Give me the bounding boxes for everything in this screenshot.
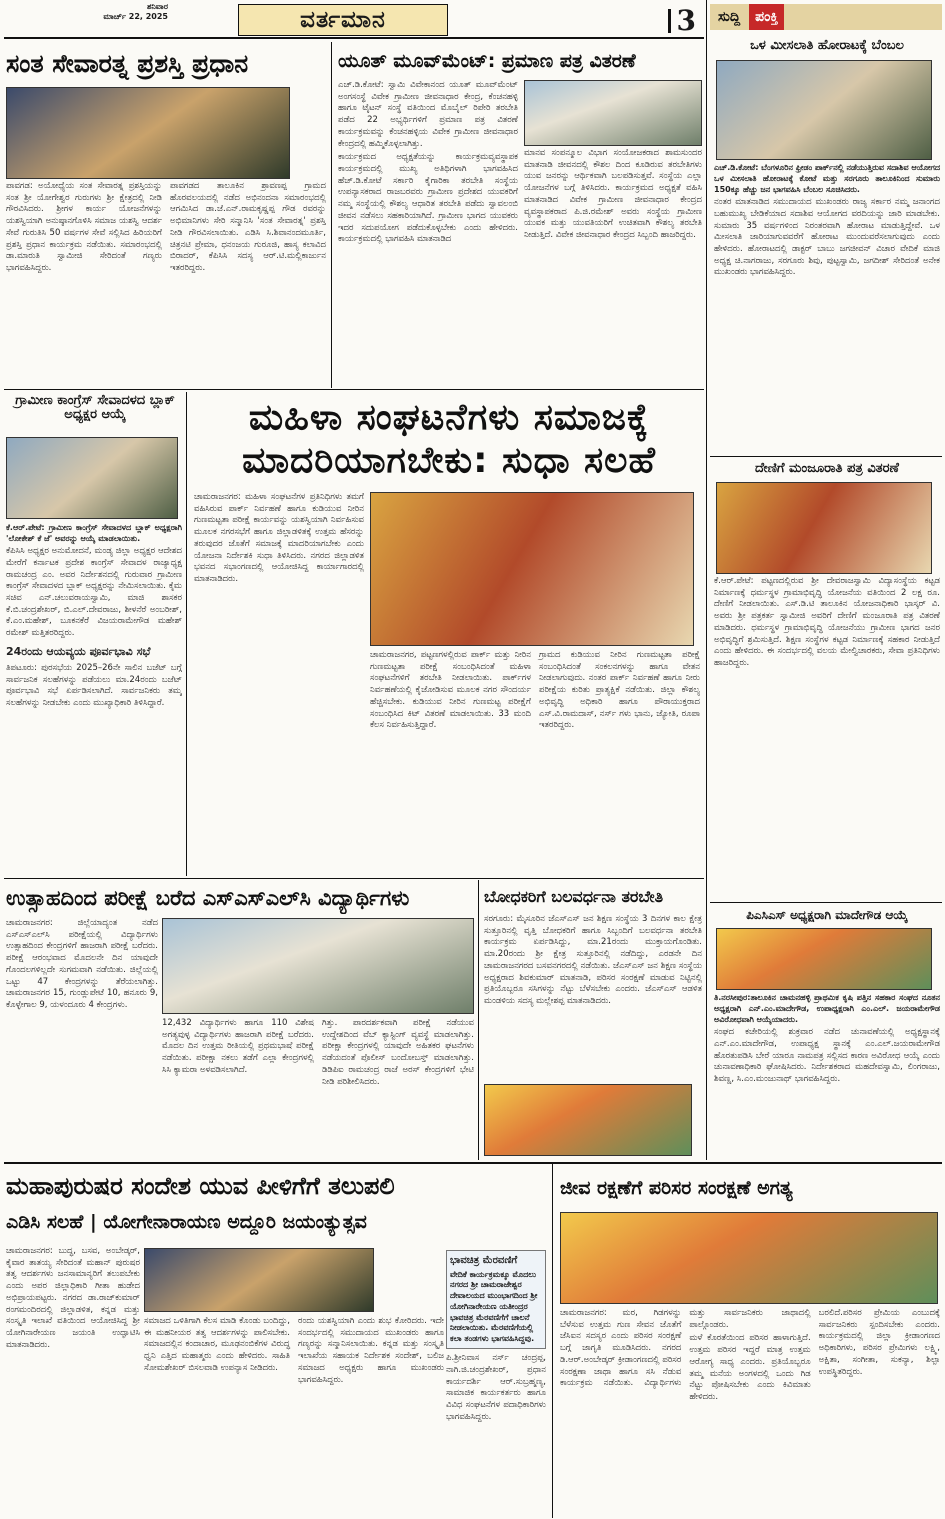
a1-col2: ಪಾವಗಡದ ತಾಲೂಕಿನ ಶ್ರಾವಣಪ್ಪ ಗ್ರಾಮದ ಹೊರವಲಯದಲ್ಲಿ ನಡೆದ ಅಭಿನಂದನಾ ಸಮಾರಂಭದಲ್ಲಿ ಆಗಮಿಸಿದ ಡಾ.ಜೆ.ಎನ್.ರಾಮಕೃಷ್ಣಪ್ಪ ಗೌಡ ರವರನ್ನು ಅಭಿಮಾನಿಗಳು ಸೇರಿ ಸನ್ಮಾನಿಸಿ 'ಸಂತ ಸೇವಾರತ್ನ' ಪ್ರಶಸ್ತಿ ನೀಡಿ ಗೌರವಿಸಲಾಯಿತು. ಎಡಿಸಿ ಸಿ.ಶಿವಾನಂದಮೂರ್ತಿ, ಚಿತ್ರನಟಿ ಪ್ರೇಮಾ, ಧನಂಜಯ ಗುರೂಜಿ, ಹಾಸ್ಯ ಕಲಾವಿದ ಬಿರಾದರ್, ಕೆಪಿಸಿಸಿ ಸದಸ್ಯ ಆರ್.ಟಿ.ಮಲ್ಲಿಕಾರ್ಜುನ ಇತರರಿದ್ದರು. bbox=[170, 181, 326, 274]
a3-subbody: ತಿಪಟೂರು: ಪುರಸಭೆಯ 2025–26ನೇ ಸಾಲಿನ ಬಜೆಟ್ ಬಗ್ಗೆ ಸಾರ್ವಜನಿಕ ಸಲಹೆಗಳನ್ನು ಪಡೆಯಲು ಮಾ.24ರಂದು ಬಜೆಟ್ ಪೂರ್ವಭಾವಿ ಸಭೆ ಏರ್ಪಡಿಸಲಾಗಿದೆ. ಸಾರ್ವಜನಿಕರು ತಮ್ಮ ಸಲಹೆಗಳನ್ನು ನೀಡಬೇಕು ಎಂದು ಮುಖ್ಯಾಧಿಕಾರಿ ತಿಳಿಸಿದ್ದಾರೆ. bbox=[6, 662, 182, 709]
masthead-date-block bbox=[58, 2, 168, 34]
a8-body bbox=[560, 1308, 940, 1516]
a7-box-title: ಭಾವಚಿತ್ರ ಮೆರವಣಿಗೆ bbox=[450, 1255, 518, 1266]
s2-body bbox=[714, 576, 940, 898]
a3-caption: ಕೆ.ಆರ್.ಪೇಟೆ: ಗ್ರಾಮೀಣ ಕಾಂಗ್ರೆಸ್ ಸೇವಾದಳದ ಬ್ಲಾಕ್ ಅಧ್ಯಕ್ಷರಾಗಿ 'ಲೋಕೇಶ್ ಕೆ ಜೆ' ಅವರನ್ನು ಆಯ್ಕೆ ಮಾಡಲಾಯಿತು. bbox=[6, 523, 182, 544]
a3-text: ಕೆಪಿಸಿಸಿ ಅಧ್ಯಕ್ಷರ ಅನುಮೋದನೆ, ಮಂಡ್ಯ ಜಿಲ್ಲಾ ಅಧ್ಯಕ್ಷರ ಆದೇಶದ ಮೇರೆಗೆ ಕರ್ನಾಟಕ ಪ್ರದೇಶ ಕಾಂಗ್ರೆಸ್ ಸೇವಾದಳ ರಾಜ್ಯಾಧ್ಯಕ್ಷ ರಾಮಚಂದ್ರ ಎಂ. ಅವರ ನಿರ್ದೇಶನದಲ್ಲಿ ಗುರುವಾರ ಗ್ರಾಮೀಣ ಕಾಂಗ್ರೆಸ್ ಸೇವಾದಳದ ಬ್ಲಾಕ್ ಅಧ್ಯಕ್ಷರನ್ನು ನೇಮಿಸಲಾಯಿತು. ಕೈಮ ಸಚಿವ ಎನ್.ಚಲುವರಾಯಸ್ವಾಮಿ, ಮಾಜಿ ಶಾಸಕರ ಕೆ.ಬಿ.ಚಂದ್ರಶೇಖರ್, ಬಿ.ಎಲ್.ದೇವರಾಜು, ಶೀಳನೆರೆ ಅಂಬರೀಶ್, ಕೆ.ಎಂ.ಮಹೇಶ್, ಬೂಕನಕೆರೆ ವಿಜಯರಾಮೇಗೌಡ ಮಹೇಶ್ ರಮೇಶ್ ಮತ್ತಿತರರಿದ್ದರು. bbox=[6, 546, 182, 639]
a8-col2: ಮಳೆ ಕೊರತೆಯಿಂದ ಪರಿಸರ ಹಾಳಾಗುತ್ತಿದೆ. ಉತ್ತಮ ಪರಿಸರ ಇದ್ದರೆ ಮಾತ್ರ ಉತ್ತಮ ಆರೋಗ್ಯ ಸಾಧ್ಯ ಎಂದರು. ಪ್ರತಿಯೊಬ್ಬರೂ ತಮ್ಮ ಮನೆಯ ಅಂಗಳದಲ್ಲಿ ಒಂದು ಗಿಡ ನೆಟ್ಟು ಪೋಷಿಸಬೇಕು ಎಂದು ಕಿವಿಮಾತು ಹೇಳಿದರು. bbox=[689, 1333, 811, 1403]
a3-divider bbox=[186, 392, 187, 876]
s2-headline: ದೇಣಿಗೆ ಮಂಜೂರಾತಿ ಪತ್ರ ವಿತರಣೆ bbox=[755, 461, 899, 476]
masthead-title bbox=[238, 4, 448, 36]
row2-rule bbox=[4, 878, 704, 879]
page-number: 3 bbox=[648, 2, 696, 36]
s1-photo bbox=[716, 60, 932, 160]
sidebar-header-right: ಪಂಕ್ತಿ bbox=[749, 4, 784, 30]
a4-headline: ಮಹಿಳಾ ಸಂಘಟನೆಗಳು ಸಮಾಜಕ್ಕೆ ಮಾದರಿಯಾಗಬೇಕು: ಸುಧಾ ಸಲಹೆ bbox=[242, 397, 656, 481]
a8-headline: ಜೀವ ರಕ್ಷಣೆಗೆ ಪರಿಸರ ಸಂರಕ್ಷಣೆ ಅಗತ್ಯ bbox=[560, 1177, 793, 1199]
a5-lower bbox=[162, 1018, 474, 1158]
s1-text: ನಂತರ ಮಾತನಾಡಿದ ಸಮುದಾಯದ ಮುಖಂಡರು ರಾಜ್ಯ ಸರ್ಕಾರ ನಮ್ಮ ಜನಾಂಗದ ಬಹುಮುಖ್ಯ ಬೇಡಿಕೆಯಾದ ಸದಾಶಿವ ಆಯೋಗದ ವರದಿಯನ್ನು ಜಾರಿ ಮಾಡಬೇಕು. ಸುಮಾರು 35 ವರ್ಷಗಳಿಂದ ನಿರಂತರವಾಗಿ ಹೋರಾಟ ಮಾಡುತ್ತಿದ್ದೇವೆ. ಒಳ ಮೀಸಲಾತಿ ಜಾರಿಯಾಗುವವರೆಗೆ ಹೋರಾಟ ಮುಂದುವರೆಸಲಾಗುವುದು ಎಂದು ಹೇಳಿದರು. ಹೋರಾಟದಲ್ಲಿ ಡಾಕ್ಟರ್ ಬಾಬು ಜಗಜೀವನ್ ವಿಚಾರ ವೇದಿಕೆ ಮಾಜಿ ಅಧ್ಯಕ್ಷ ಚಿ.ನಾಗರಾಜು, ಸರಗೂರು ಶಿವು, ಪುಟ್ಟಸ್ವಾಮಿ, ಜಗದೀಶ್ ಸೇರಿದಂತೆ ಅನೇಕ ಮುಖಂಡರು ಭಾಗವಹಿಸಿದ್ದರು. bbox=[714, 197, 940, 278]
a2-headline: ಯೂತ್ ಮೂವ್‌ಮೆಂಟ್: ಪ್ರಮಾಣ ಪತ್ರ ವಿತರಣೆ bbox=[338, 50, 636, 72]
a2-right-col bbox=[524, 148, 702, 386]
a7-box bbox=[446, 1250, 546, 1518]
row1-rule bbox=[4, 389, 704, 390]
s3-text: ಸಂಘದ ಕಚೇರಿಯಲ್ಲಿ ಶುಕ್ರವಾರ ನಡೆದ ಚುನಾವಣೆಯಲ್ಲಿ ಅಧ್ಯಕ್ಷಸ್ಥಾನಕ್ಕೆ ಎನ್.ಎಂ.ಮಾದೇಗೌಡ, ಉಪಾಧ್ಯಕ್ಷ ಸ್ಥಾನಕ್ಕೆ ಎಂ.ಎಲ್.ಜಯರಾಮೇಗೌಡ ಹೊರತುಪಡಿಸಿ ಬೇರೆ ಯಾರೂ ನಾಮಪತ್ರ ಸಲ್ಲಿಸದ ಕಾರಣ ಅವಿರೋಧ ಆಯ್ಕೆ ಎಂದು ಚುನಾವಣಾಧಿಕಾರಿ ಘೋಷಿಸಿದರು. ನಿರ್ದೇಶಕರಾದ ಮಹದೇವಸ್ವಾಮಿ, ಲಿಂಗರಾಜು, ಶಿವಣ್ಣ, ಸಿ.ಎಂ.ಮಂಜುನಾಥ್ ಭಾಗವಹಿಸಿದ್ದರು. bbox=[714, 1027, 940, 1084]
a4-col3: ಗ್ರಾಮದ ಕುಡಿಯುವ ನೀರಿನ ಗುಣಮಟ್ಟತಾ ಪರೀಕ್ಷೆ ಸಂಬಂಧಿಸಿದಂತೆ ಸಂಕಲನಗಳನ್ನು ಹಾಗೂ ವೇತನ ನೀಡಲಾಗುವುದು. ನಂತರ ಪಾರ್ಕ್ ನಿರ್ವಹಣೆ ಹಾಗೂ ನೀರು ಪರೀಕ್ಷೆಯ ಕುರಿತು ಪ್ರಾತ್ಯಕ್ಷಿಕೆ ನಡೆಯಿತು. ಜಿಲ್ಲಾ ಕೌಶಲ್ಯ ಅಭಿವೃದ್ಧಿ ಅಧಿಕಾರಿ ಹಾಗೂ ಪೌರಾಯುಕ್ತರಾದ ಎಸ್.ವಿ.ರಾಮದಾಸ್, ನರ್ಸ್ ಗಳು ಭಾನು, ಜ್ಯೋತಿ, ರೂಪಾ ಇತರರಿದ್ದರು. bbox=[539, 650, 700, 731]
a5-divider bbox=[478, 880, 479, 1160]
a7-box-after: ಪಿ.ಶ್ರೀನಿವಾಸ ನರ್ಸ್ ಚಂದ್ರಪ್ಪ, ನಾಗಿ.ಜಿ.ಚಂದ್ರಶೇಖರ್, ಪ್ರಧಾನ ಕಾರ್ಯದರ್ಶಿ ಆರ್.ಸುಬ್ರಹ್ಮಣ್ಯ, ಸಾಮಾಜಿಕ ಕಾರ್ಯಕರ್ತರು ಹಾಗೂ ವಿವಿಧ ಸಂಘಟನೆಗಳ ಪದಾಧಿಕಾರಿಗಳು ಭಾಗವಹಿಸಿದ್ದರು. bbox=[446, 1353, 546, 1422]
a2-caption: ಮಾನವ ಸಂಪನ್ಮೂಲ ವಿಭಾಗ ಸಂಯೋಜಕರಾದ ಶಾಮಸುಂದರ ಮಾತನಾಡಿ ಜೀವನದಲ್ಲಿ ಕೌಶಲ ದಿಂದ ಕೂಡಿರುವ ತರಬೇತಿಗಳು ಯುವ ಜನರನ್ನು ಆರ್ಥಿಕವಾಗಿ ಬಲಪಡಿಸುತ್ತವೆ. ಸಂಸ್ಥೆಯ ಎಲ್ಲಾ ಯೋಜನೆಗಳ ಬಗ್ಗೆ ತಿಳಿಸಿದರು. ಕಾರ್ಯಕ್ರಮದ ಅಧ್ಯಕ್ಷತೆ ವಹಿಸಿ ಮಾತನಾಡಿದ ವಿವೇಕ ಗ್ರಾಮೀಣ ಜೀವನಾಧಾರ ಕೇಂದ್ರದ ವ್ಯವಸ್ಥಾಪಕರಾದ ಪಿ.ಜಿ.ರಮೇಶ್ ಅವರು ಸಂಸ್ಥೆಯ ಗ್ರಾಮೀಣ ಯುವಕ ಮತ್ತು ಯುವತಿಯರಿಗೆ ಉಚಿತವಾಗಿ ಕೌಶಲ್ಯ ತರಬೇತಿ ನೀಡುತ್ತಿದೆ. ವಿವೇಕ ಜೀವನಾಧಾರ ಕೇಂದ್ರದ ಸಿಬ್ಬಂದಿ ಹಾಜರಿದ್ದರು. bbox=[524, 148, 702, 241]
a4-lower bbox=[370, 650, 700, 874]
a2-lead: ಎಚ್.ಡಿ.ಕೋಟೆ: ಸ್ವಾಮಿ ವಿವೇಕಾನಂದ ಯೂತ್ ಮೂವ್‌ಮೆಂಟ್ ಅಂಗಸಂಸ್ಥೆ ವಿವೇಕ ಗ್ರಾಮೀಣ ಜೀವನಾಧಾರ ಕೇಂದ್ರ, ಕೆಂಚನಹಳ್ಳಿ ಹಾಗೂ ಟೈಟನ್ ಸಂಸ್ಥೆ ವತಿಯಿಂದ ಮೊಬೈಲ್ ರಿಪೇರಿ ತರಬೇತಿ ಪಡೆದ 22 ಅಭ್ಯರ್ಥಿಗಳಿಗೆ ಪ್ರಮಾಣ ಪತ್ರ ವಿತರಣೆ ಕಾರ್ಯಕ್ರಮವನ್ನು ಕೆಂಚನಹಳ್ಳಿಯ ವಿವೇಕ ಗ್ರಾಮೀಣ ಜೀವನಾಧಾರ ಕೇಂದ್ರದಲ್ಲಿ ಹಮ್ಮಿಕೊಳ್ಳಲಾಗಿತ್ತು. bbox=[338, 80, 518, 149]
a2-body: ಕಾರ್ಯಕ್ರಮದ ಅಧ್ಯಕ್ಷತೆಯನ್ನು ಕಾರ್ಯಕ್ರಮವ್ಯವಸ್ಥಾಪಕ ಕಾರ್ಯಕ್ರಮದಲ್ಲಿ ಮುಖ್ಯ ಅತಿಥಿಗಳಾಗಿ ಭಾಗವಹಿಸಿದ ಹೆಚ್.ಡಿ.ಕೋಟೆ ಸರ್ಕಾರಿ ಕೈಗಾರಿಕಾ ತರಬೇತಿ ಸಂಸ್ಥೆಯ ಉಪನ್ಯಾಸಕರಾದ ರಾಜಬರವರು ಗ್ರಾಮೀಣ ಪ್ರದೇಶದ ಯುವಕರಿಗೆ ನಮ್ಮ ಸಂಸ್ಥೆಯಲ್ಲಿ ಕೌಶಲ್ಯ ಆಧಾರಿತ ತರಬೇತಿ ಪಡೆದು ಸ್ವಾವಲಂಬಿ ಜೀವನ ನಡೆಸಲು ಸಹಕಾರಿಯಾಗಿದೆ. ಗ್ರಾಮೀಣ ಭಾಗದ ಯುವಕರು ಇದರ ಸದುಪಯೋಗ ಪಡೆದುಕೊಳ್ಳಬೇಕು ಎಂದು ಹೇಳಿದರು. ಕಾರ್ಯಕ್ರಮದಲ್ಲಿ ಭಾಗವಹಿಸಿ ಮಾತನಾಡಿದ bbox=[338, 152, 518, 245]
masthead-day: ಶನಿವಾರ bbox=[146, 2, 168, 11]
s1-body bbox=[714, 162, 940, 478]
row3-rule bbox=[4, 1162, 942, 1164]
a3-subhead: 24ರಂದು ಆಯವ್ಯಯ ಪೂರ್ವಭಾವಿ ಸಭೆ bbox=[6, 644, 151, 658]
a7-col2: ಸಮಾಜದ ಒಳಿತಿಗಾಗಿ ಕೆಲಸ ಮಾಡಿ ಕೊಂಡು ಬಂದಿದ್ದು, ಈ ಮಹನೀಯರ ತತ್ವ ಆದರ್ಶಗಳನ್ನು ಪಾಲಿಸಬೇಕು. ಸಮಾಜದಲ್ಲಿನ ಕಂದಾಚಾರ, ಮೂಢನಂಬಿಕೆಗಳ ವಿರುದ್ಧ ಧ್ವನಿ ಎತ್ತಿದ ಮಹಾತ್ಮರು ಎಂದು ಹೇಳಿದರು. ಸಾಹಿತಿ ಸೋಮಶೇಖರ್ ಬಿಸಲವಾಡಿ ಉಪನ್ಯಾಸ ನೀಡಿದರು. bbox=[144, 1316, 290, 1373]
a1-body bbox=[6, 181, 326, 386]
a3-body bbox=[6, 522, 182, 877]
a2-left-col bbox=[338, 80, 518, 386]
s2-photo bbox=[716, 482, 932, 574]
a6-headline: ಬೋಧಕರಿಗೆ ಬಲವರ್ಧನಾ ತರಬೇತಿ bbox=[484, 887, 664, 906]
a4-left-col bbox=[194, 492, 364, 874]
s3-headline: ಪಿಎಸಿಎಸ್ ಅಧ್ಯಕ್ಷರಾಗಿ ಮಾದೇಗೌಡ ಆಯ್ಕೆ bbox=[746, 908, 908, 922]
s3-photo bbox=[716, 928, 932, 990]
s3-caption: ತಿ.ನರಸೀಪುರ:ತಾಲೂಕಿನ ಚಾಮನಹಳ್ಳಿ ಪ್ರಾಥಮಿಕ ಕೃಷಿ ಪತ್ತಿನ ಸಹಕಾರ ಸಂಘದ ನೂತನ ಅಧ್ಯಕ್ಷರಾಗಿ ಎನ್.ಎಂ.ಮಾದೇಗೌಡ, ಉಪಾಧ್ಯಕ್ಷರಾಗಿ ಎಂ.ಎಲ್. ಜಯರಾಮೇಗೌಡ ಅವಿರೋಧವಾಗಿ ಆಯ್ಕೆಯಾದರು. bbox=[714, 993, 940, 1025]
s1-caption: ಎಚ್.ಡಿ.ಕೋಟೆ: ಬೆಂಗಳೂರಿನ ಫ್ರೀಡಂ ಪಾರ್ಕ್‌ನಲ್ಲಿ ನಡೆಯುತ್ತಿರುವ ಸದಾಶಿವ ಆಯೋಗದ ಒಳ ಮೀಸಲಾತಿ ಹೋರಾಟಕ್ಕೆ ಕೋಟೆ ಮತ್ತು ಸರಗೂರು ತಾಲೂಕಿನಿಂದ ಸುಮಾರು 150ಕ್ಕೂ ಹೆಚ್ಚು ಜನ ಭಾಗವಹಿಸಿ ಬೆಂಬಲ ಸೂಚಿಸಿದರು. bbox=[714, 163, 940, 195]
a5-col1: ಚಾಮರಾಜನಗರ: ಜಿಲ್ಲೆಯಾದ್ಯಂತ ನಡೆದ ಎಸ್‌ಎಸ್‌ಎಲ್‌ಸಿ ಪರೀಕ್ಷೆಯಲ್ಲಿ ವಿದ್ಯಾರ್ಥಿಗಳು ಉತ್ಸಾಹದಿಂದ ಕೇಂದ್ರಗಳಿಗೆ ಹಾಜರಾಗಿ ಪರೀಕ್ಷೆ ಬರೆದರು. ಪರೀಕ್ಷೆ ಆರಂಭವಾದ ಮೊದಲನೇ ದಿನ ಯಾವುದೇ ಗೊಂದಲಗಳಿಲ್ಲದೇ ಸುಗಮವಾಗಿ ನಡೆಯಿತು. ಜಿಲ್ಲೆಯಲ್ಲಿ ಒಟ್ಟು 47 ಕೇಂದ್ರಗಳನ್ನು ತೆರೆಯಲಾಗಿತ್ತು. ಚಾಮರಾಜನಗರ 15, ಗುಂಡ್ಲುಪೇಟೆ 10, ಹನೂರು 9, ಕೊಳ್ಳೇಗಾಲ 9, ಯಳಂದೂರು 4 ಕೇಂದ್ರಗಳು. bbox=[6, 918, 158, 1011]
s1-rule bbox=[710, 456, 942, 457]
a7-col3: ರಂದು ಯಶಸ್ವಿಯಾಗಿ ಎಂದು ಶುಭ ಕೋರಿದರು. ಇದೇ ಸಂದರ್ಭದಲ್ಲಿ ಸಮುದಾಯದ ಮುಖಂಡರು ಹಾಗೂ ಗಣ್ಯರನ್ನು ಸನ್ಮಾನಿಸಲಾಯಿತು. ಕನ್ನಡ ಮತ್ತು ಸಂಸ್ಕೃತಿ ಇಲಾಖೆಯ ಸಹಾಯಕ ನಿರ್ದೇಶಕ ಸಂದೇಶ್, ಬಲಿಜ ಸಮಾಜದ ಅಧ್ಯಕ್ಷರು ಹಾಗೂ ಮುಖಂಡರು ಭಾಗವಹಿಸಿದ್ದರು. bbox=[298, 1316, 444, 1385]
a7-mid bbox=[144, 1316, 444, 1516]
a7-headline2: ಎಡಿಸಿ ಸಲಹೆ | ಯೋಗೇನಾರಾಯಣ ಅದ್ದೂರಿ ಜಯಂತ್ಯುತ್ಸವ bbox=[6, 1211, 367, 1233]
a6-text: ಸರಗೂರು: ಮೈಸೂರಿನ ಜೆಎಸ್‌ಎಸ್ ಜನ ಶಿಕ್ಷಣ ಸಂಸ್ಥೆಯ 3 ದಿನಗಳ ಕಾಲ ಕ್ಷೇತ್ರ ಸುತ್ತೂರಿನಲ್ಲಿ ವೃತ್ತಿ ಬೋಧಕರಿಗೆ ಹಾಗೂ ಸಿಬ್ಬಂದಿಗೆ ಬಲವರ್ಧನಾ ತರಬೇತಿ ಕಾರ್ಯಕ್ರಮ ಏರ್ಪಡಿಸಿದ್ದು, ಮಾ.21ರಂದು ಮುಕ್ತಾಯಗೊಂಡಿತು. ಮಾ.20ರಂದು ಶ್ರೀ ಕ್ಷೇತ್ರ ಸುತ್ತೂರಿನಲ್ಲಿ ನಡೆದಿದ್ದು, ಎರಡನೇ ದಿನ ಚಾಮರಾಜನಗರದ ಬಸವನಗರದಲ್ಲಿ ನಡೆಯಿತು. ಜೆಎಸ್‌ಎಸ್ ಜನ ಶಿಕ್ಷಣ ಸಂಸ್ಥೆಯ ಅಧ್ಯಕ್ಷರಾದ ಶಿವಕುಮಾರ್ ಮಾತನಾಡಿ, ಪರಿಸರ ಸಂರಕ್ಷಣೆ ಮಾಡುವ ನಿಟ್ಟಿನಲ್ಲಿ ಪ್ರತಿಯೊಬ್ಬರೂ ಸಸಿಗಳನ್ನು ನೆಟ್ಟು ಬೆಳೆಸಬೇಕು ಎಂದರು. ಜೆಎಸ್‌ಎಸ್ ಆಡಳಿತ ಮಂಡಳಿಯ ಸದಸ್ಯ ಮಲ್ಲೇಶಪ್ಪ ಮಾತನಾಡಿದರು. bbox=[484, 914, 702, 1007]
a7-headline: ಮಹಾಪುರುಷರ ಸಂದೇಶ ಯುವ ಪೀಳಿಗೆಗೆ ತಲುಪಲಿ bbox=[6, 1172, 395, 1200]
masthead-title-text: ವರ್ತಮಾನ bbox=[300, 6, 386, 33]
sidebar-header-left: ಸುದ್ದಿ bbox=[718, 9, 741, 25]
masthead-date: ಮಾರ್ಚ್ 22, 2025 bbox=[103, 12, 168, 21]
a2-photo bbox=[524, 80, 702, 146]
a7-box-inner bbox=[446, 1250, 546, 1349]
a6-body bbox=[484, 914, 702, 1080]
a4-col2: ಚಾಮರಾಜನಗರ, ಪಟ್ಟಣಗಳಲ್ಲಿರುವ ಪಾರ್ಕ್ ಮತ್ತು ನೀರಿನ ಗುಣಮಟ್ಟತಾ ಪರೀಕ್ಷೆ ಸಂಬಂಧಿಸಿದಂತೆ ಮಹಿಳಾ ಸಂಘಟನೆಗಳಿಗೆ ತರಬೇತಿ ನೀಡಲಾಯಿತು. ಪಾರ್ಕ್‌ಗಳ ನಿರ್ವಹಣೆಯಲ್ಲಿ ಕೈಜೋಡಿಸುವ ಮೂಲಕ ನಗರ ಸೌಂದರ್ಯ ಹೆಚ್ಚಿಸಬೇಕು. ಕುಡಿಯುವ ನೀರಿನ ಗುಣಮಟ್ಟ ಪರೀಕ್ಷೆಗೆ ಸಂಬಂಧಿಸಿದ ಕಿಟ್ ವಿತರಣೆ ಮಾಡಲಾಯಿತು. 33 ಮಂದಿ ಕೆಲಸ ನಿರ್ವಹಿಸುತ್ತಿದ್ದಾರೆ. bbox=[370, 650, 531, 731]
s2-rule bbox=[710, 902, 942, 903]
a7-photo bbox=[144, 1248, 374, 1312]
s2-text: ಕೆ.ಆರ್.ಪೇಟೆ: ಪಟ್ಟಣದಲ್ಲಿರುವ ಶ್ರೀ ದೇವರಾಜಸ್ವಾಮಿ ವಿದ್ಯಾಸಂಸ್ಥೆಯ ಕಟ್ಟಡ ನಿರ್ಮಾಣಕ್ಕೆ ಧರ್ಮಸ್ಥಳ ಗ್ರಾಮಾಭಿವೃದ್ಧಿ ಯೋಜನೆಯ ವತಿಯಿಂದ 2 ಲಕ್ಷ ರೂ. ದೇಣಿಗೆ ನೀಡಲಾಯಿತು. ಎಸ್.ಡಿ.ಟಿ ತಾಲೂಕಿನ ಯೋಜನಾಧಿಕಾರಿ ಭಾಸ್ಕರ್ ವಿ. ಅವರು ಶ್ರೀ ಪತ್ರಕರ್ತ ಸ್ವಾಮೀಜಿ ಅವರಿಗೆ ದೇಣಿಗೆ ಮಂಜೂರಾತಿ ಪತ್ರ ವಿತರಣೆ ಮಾಡಿದರು. ಧರ್ಮಸ್ಥಳ ಗ್ರಾಮಾಭಿವೃದ್ಧಿ ಯೋಜನೆಯು ಗ್ರಾಮೀಣ ಭಾಗದ ಜನರ ಅಭಿವೃದ್ಧಿಗೆ ಶ್ರಮಿಸುತ್ತಿದೆ. ಶಿಕ್ಷಣ ಸಂಸ್ಥೆಗಳ ಕಟ್ಟಡ ನಿರ್ಮಾಣಕ್ಕೆ ಸಹಕಾರ ನೀಡುತ್ತಿದೆ ಎಂದು ಹೇಳಿದರು. ಈ ಸಂದರ್ಭದಲ್ಲಿ ವಲಯ ಮೇಲ್ವಿಚಾರಕರು, ಸೇವಾ ಪ್ರತಿನಿಧಿಗಳು ಹಾಜರಿದ್ದರು. bbox=[714, 576, 940, 669]
masthead-rule bbox=[4, 37, 704, 39]
a8-photo bbox=[560, 1212, 938, 1304]
a8-col1: ಚಾಮರಾಜನಗರ: ಮರ, ಗಿಡಗಳನ್ನು ಬೆಳೆಸುವ ಉತ್ತಮ ಗುಣ ಸೇವನ ಜೊತೆಗೆ ಜೆಸಿಐನ ಸದಸ್ಯರ ಎಂದು ಪರಿಸರ ಸಂರಕ್ಷಣೆ ಬಗ್ಗೆ ಜಾಗೃತಿ ಮೂಡಿಸಿದರು. ನಗರದ ಡಿ.ಆರ್.ಅಂಬೇಡ್ಕರ್ ಕ್ರೀಡಾಂಗಣದಲ್ಲಿ ಪರಿಸರ ಸಂರಕ್ಷಣಾ ಜಾಥಾ ಹಾಗೂ ಸಸಿ ನೆಡುವ ಕಾರ್ಯಕ್ರಮ ನಡೆಯಿತು. ವಿದ್ಯಾರ್ಥಿಗಳು ಮತ್ತು ಸಾರ್ವಜನಿಕರು ಜಾಥಾದಲ್ಲಿ ಪಾಲ್ಗೊಂಡರು. bbox=[560, 1308, 811, 1389]
a5-col3: ಗಿತ್ತು. ಪಾರದರ್ಶಕವಾಗಿ ಪರೀಕ್ಷೆ ನಡೆಯುವ ಉದ್ದೇಶದಿಂದ ವೆಬ್ ಕ್ಯಾಸ್ಟಿಂಗ್ ವ್ಯವಸ್ಥೆ ಮಾಡಲಾಗಿತ್ತು. ಪರೀಕ್ಷಾ ಕೇಂದ್ರಗಳಲ್ಲಿ ಯಾವುದೇ ಅಹಿತಕರ ಘಟನೆಗಳು ನಡೆಯದಂತೆ ಪೊಲೀಸ್ ಬಂದೋಬಸ್ತ್ ಮಾಡಲಾಗಿತ್ತು. ಡಿಡಿಪಿಐ ರಾಮಚಂದ್ರ ರಾಜೆ ಅರಸ್ ಕೇಂದ್ರಗಳಿಗೆ ಭೇಟಿ ನೀಡಿ ಪರಿಶೀಲಿಸಿದರು. bbox=[322, 1018, 474, 1087]
a7-divider bbox=[552, 1164, 553, 1518]
sidebar-divider bbox=[706, 0, 707, 1160]
a7-col1: ಚಾಮರಾಜನಗರ: ಬುದ್ಧ, ಬಸವ, ಅಂಬೇಡ್ಕರ್, ಕೈವಾರ ತಾತಯ್ಯ ಸೇರಿದಂತೆ ಮಹಾನ್ ಪುರುಷರ ತತ್ವ ಆದರ್ಶಗಳು ಜನಸಾಮಾನ್ಯರಿಗೆ ತಲುಪಬೇಕು ಎಂದು ಅಪರ ಜಿಲ್ಲಾಧಿಕಾರಿ ಗೀತಾ ಹುಡೇದ ಅಭಿಪ್ರಾಯಪಟ್ಟರು. ನಗರದ ಡಾ.ರಾಜ್‌ಕುಮಾರ್ ರಂಗಮಂದಿರದಲ್ಲಿ ಜಿಲ್ಲಾಡಳಿತ, ಕನ್ನಡ ಮತ್ತು ಸಂಸ್ಕೃತಿ ಇಲಾಖೆ ವತಿಯಿಂದ ಆಯೋಜಿಸಿದ್ದ ಶ್ರೀ ಯೋಗಿನಾರೇಯಣ ಜಯಂತಿ ಉದ್ಘಾಟಿಸಿ ಮಾತನಾಡಿದರು. bbox=[6, 1246, 140, 1350]
a3-photo bbox=[6, 437, 178, 519]
a7-box-body: ವೇದಿಕೆ ಕಾರ್ಯಕ್ರಮಕ್ಕೂ ಮೊದಲು ನಗರದ ಶ್ರೀ ಚಾಮರಾಜೇಶ್ವರ ದೇವಾಲಯದ ಮುಂಭಾಗದಿಂದ ಶ್ರೀ ಯೋಗಿನಾರೇಯಣ ಯತೀಂದ್ರರ ಭಾವಚಿತ್ರ ಮೆರವಣಿಗೆಗೆ ಚಾಲನೆ ನೀಡಲಾಯಿತು. ಮೆರವಣಿಗೆಯಲ್ಲಿ ಕಲಾ ತಂಡಗಳು ಭಾಗವಹಿಸಿದ್ದವು. bbox=[450, 1269, 538, 1344]
a4-col1: ಚಾಮರಾಜನಗರ: ಮಹಿಳಾ ಸಂಘಟನೆಗಳ ಪ್ರತಿನಿಧಿಗಳು ತಮಗೆ ವಹಿಸಿರುವ ಪಾರ್ಕ್ ನಿರ್ವಹಣೆ ಹಾಗೂ ಕುಡಿಯುವ ನೀರಿನ ಗುಣಮಟ್ಟತಾ ಪರೀಕ್ಷೆ ಕಾರ್ಯವನ್ನು ಯಶಸ್ವಿಯಾಗಿ ನಿರ್ವಹಿಸುವ ಮೂಲಕ ನಗರಸಭೆಗೆ ಹಾಗೂ ಜಿಲ್ಲಾಡಳಿತಕ್ಕೆ ಉತ್ತಮ ಹೆಸರನ್ನು ತರುವುದರ ಜೊತೆಗೆ ಸಮಾಜಕ್ಕೆ ಮಾದರಿಯಾಗಬೇಕು ಎಂದು ಯೋಜನಾ ನಿರ್ದೇಶಕಿ ಸುಧಾ ತಿಳಿಸಿದರು. ನಗರದ ಜಿಲ್ಲಾಡಳಿತ ಭವನದ ಸಭಾಂಗಣದಲ್ಲಿ ಆಯೋಜಿಸಿದ್ದ ಕಾರ್ಯಾಗಾರದಲ್ಲಿ ಮಾತನಾಡಿದರು. bbox=[194, 492, 364, 585]
s3-body bbox=[714, 992, 940, 1158]
a1-divider bbox=[331, 42, 332, 388]
s1-headline: ಒಳ ಮೀಸಲಾತಿ ಹೋರಾಟಕ್ಕೆ ಬೆಂಬಲ bbox=[750, 38, 904, 53]
a5-col2: 12,432 ವಿದ್ಯಾರ್ಥಿಗಳು ಹಾಗೂ 110 ವಿಶೇಷ ಅಗತ್ಯವುಳ್ಳ ವಿದ್ಯಾರ್ಥಿಗಳು ಹಾಜರಾಗಿ ಪರೀಕ್ಷೆ ಬರೆದರು. ಮೊದಲ ದಿನ ಉತ್ತಮ ರೀತಿಯಲ್ಲಿ ಪ್ರಥಮಭಾಷೆ ಪರೀಕ್ಷೆ ನಡೆಯಿತು. ಪರೀಕ್ಷಾ ನಕಲು ತಡೆಗೆ ಎಲ್ಲಾ ಕೇಂದ್ರಗಳಲ್ಲಿ ಸಿಸಿ ಕ್ಯಾಮರಾ ಅಳವಡಿಸಲಾಗಿದೆ. bbox=[162, 1018, 314, 1075]
a1-photo bbox=[6, 87, 290, 179]
a6-photo bbox=[484, 1084, 692, 1156]
a8-col3: ಬರಲಿದೆ.ಪರಿಸರ ಪ್ರೇಮಿಯ ಎಂಬುದಕ್ಕೆ ಸಾರ್ವಜನಿಕರು ಸ್ಪಂದಿಸಬೇಕು ಎಂದರು. ಕಾರ್ಯಕ್ರಮದಲ್ಲಿ ಜಿಲ್ಲಾ ಕ್ರೀಡಾಂಗಣದ ಅಧಿಕಾರಿಗಳು, ಪರಿಸರ ಪ್ರೇಮಿಗಳು ಲಕ್ಷ್ಮಿ, ಅಕ್ಷಿತಾ, ಸಂಗೀತಾ, ಸುಕನ್ಯಾ, ಶಿಲ್ಪಾ ಉಪಸ್ಥಿತರಿದ್ದರು. bbox=[818, 1308, 940, 1377]
a1-col1: ಪಾವಗಡ: ಅಯೋಧ್ಯೆಯ ಸಂತ ಸೇವಾರತ್ನ ಪ್ರಶಸ್ತಿಯನ್ನು ಸಂತ ಶ್ರೀ ಯೋಗೇಶ್ವರ ಗುರುಗಳು ಶ್ರೀ ಕ್ಷೇತ್ರದಲ್ಲಿ ನೀಡಿ ಗೌರವಿಸಿದರು. ಶ್ರೀಗಳ ಕಾರ್ಯ ಯೋಜನೆಗಳನ್ನು ಯಶಸ್ವಿಯಾಗಿ ಅನುಷ್ಠಾನಗೊಳಿಸಿ ಸಮಾಜ ಯಶಸ್ವಿ ಆದರ್ಶ ಸೇವೆ ಗುರುತಿಸಿ 50 ವರ್ಷಗಳ ಸೇವೆ ಸಲ್ಲಿಸಿದ ಹಿರಿಯರಿಗೆ ಪ್ರಶಸ್ತಿ ಪ್ರಧಾನ ಕಾರ್ಯಕ್ರಮ ನಡೆಯಿತು. ಸಮಾರಂಭದಲ್ಲಿ ಡಾ.ಮಾರುತಿ ಸ್ವಾಮೀಜಿ ಸೇರಿದಂತೆ ಗಣ್ಯರು ಭಾಗವಹಿಸಿದ್ದರು. bbox=[6, 181, 162, 274]
a7-left-col bbox=[6, 1246, 140, 1516]
a5-headline: ಉತ್ಸಾಹದಿಂದ ಪರೀಕ್ಷೆ ಬರೆದ ಎಸ್‌ಎಸ್‌ಎಲ್‌ಸಿ ವಿದ್ಯಾರ್ಥಿಗಳು bbox=[6, 886, 410, 910]
sidebar-header bbox=[710, 4, 942, 30]
a5-left-col bbox=[6, 918, 158, 1158]
a4-photo bbox=[370, 492, 694, 646]
a3-headline: ಗ್ರಾಮೀಣ ಕಾಂಗ್ರೆಸ್ ಸೇವಾದಳದ ಬ್ಲಾಕ್ ಅಧ್ಯಕ್ಷರ ಆಯ್ಕೆ bbox=[15, 394, 175, 422]
a5-photo bbox=[162, 918, 474, 1014]
a1-headline: ಸಂತ ಸೇವಾರತ್ನ ಪ್ರಶಸ್ತಿ ಪ್ರಧಾನ bbox=[6, 49, 249, 78]
